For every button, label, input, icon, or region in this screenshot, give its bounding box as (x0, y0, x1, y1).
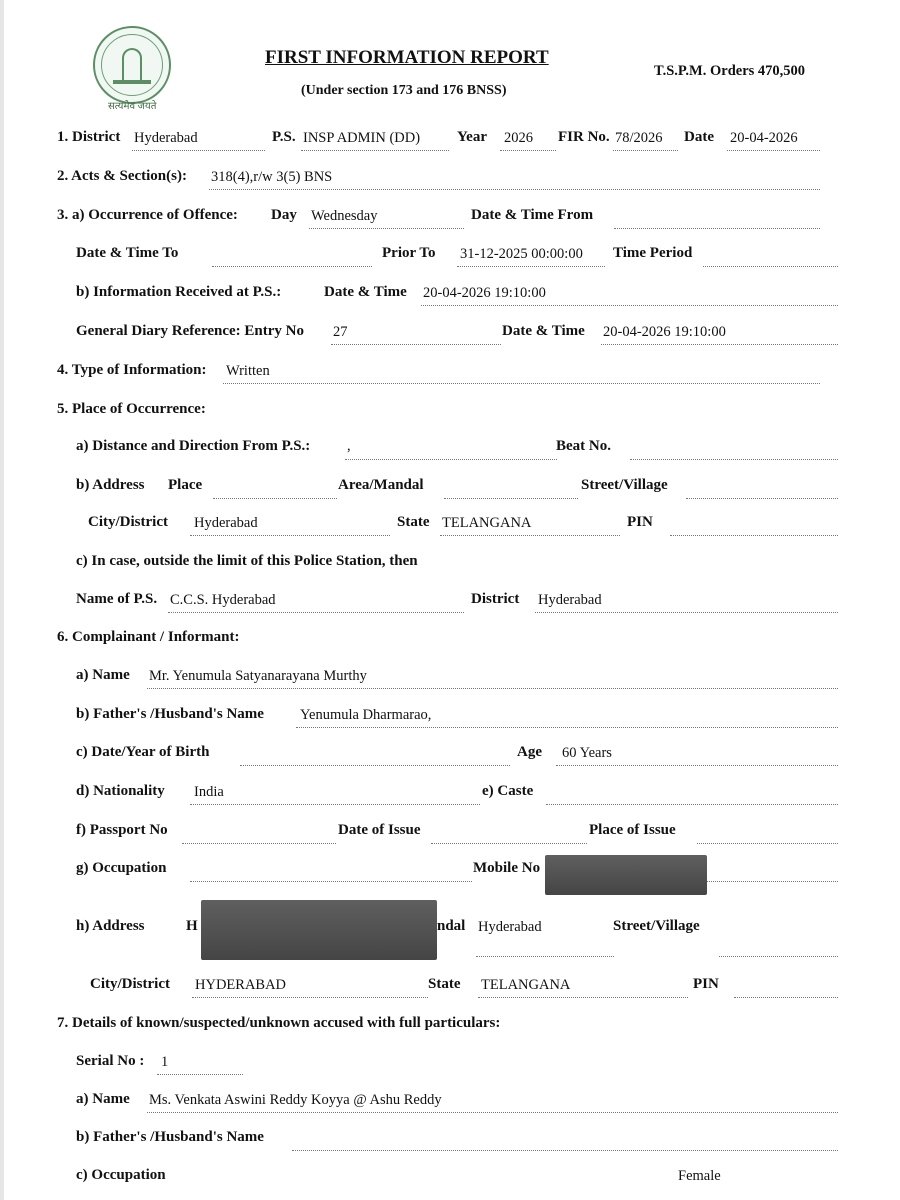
outside-limit-label: c) In case, outside the limit of this Police Station, then (76, 553, 418, 569)
report-title: FIRST INFORMATION REPORT (265, 47, 549, 68)
ps-name-label: Name of P.S. (76, 591, 158, 607)
complainant-label: 6. Complainant / Informant: (57, 629, 240, 645)
district-value: Hyderabad (134, 130, 198, 146)
occurrence-label: 3. a) Occurrence of Offence: (57, 207, 238, 223)
mandal-label: ndal (437, 918, 466, 934)
info-type-label: 4. Type of Information: (57, 362, 207, 378)
dob-label: c) Date/Year of Birth (76, 744, 210, 760)
info-type-line (223, 383, 820, 384)
dt-from-line (614, 228, 820, 229)
gd-dt-label: Date & Time (502, 323, 585, 339)
complainant-city-line (192, 997, 428, 998)
place-issue-label: Place of Issue (589, 822, 676, 838)
info-dt-value: 20-04-2026 19:10:00 (423, 285, 546, 301)
redacted-address (201, 900, 437, 960)
beat-line (630, 459, 838, 460)
district-label: 1. District (57, 129, 121, 145)
serial-value: 1 (161, 1054, 169, 1070)
prior-label: Prior To (382, 245, 436, 261)
date-label: Date (684, 129, 714, 145)
year-label: Year (457, 129, 487, 145)
mandal-line (476, 956, 614, 957)
complainant-pin-line (734, 997, 838, 998)
day-line (309, 228, 464, 229)
district-line (132, 150, 265, 151)
date-value: 20-04-2026 (730, 130, 798, 146)
accused-gender-value: Female (678, 1168, 721, 1184)
period-label: Time Period (613, 245, 693, 261)
complainant-father-value: Yenumula Dharmarao, (300, 707, 432, 723)
ps-name-value: C.C.S. Hyderabad (170, 592, 276, 608)
nationality-line (190, 804, 480, 805)
complainant-name-label: a) Name (76, 667, 130, 683)
passport-line (182, 843, 336, 844)
complainant-city-label: City/District (90, 976, 170, 992)
ps-line (301, 150, 449, 151)
complainant-city-value: HYDERABAD (195, 977, 287, 993)
ps-value: INSP ADMIN (DD) (303, 130, 421, 146)
ps-district-line (535, 612, 838, 613)
prior-line (457, 266, 605, 267)
report-subtitle: (Under section 173 and 176 BNSS) (301, 83, 507, 98)
government-emblem-icon (93, 26, 171, 104)
city-label: City/District (88, 514, 168, 530)
address-prefix: H (186, 918, 198, 934)
info-dt-label: Date & Time (324, 284, 407, 300)
nationality-label: d) Nationality (76, 783, 165, 799)
info-received-label: b) Information Received at P.S.: (76, 284, 282, 300)
day-label: Day (271, 207, 297, 223)
mandal-value: Hyderabad (478, 919, 542, 935)
address-label: b) Address (76, 477, 145, 493)
gd-dt-line (601, 344, 838, 345)
occupation-label: g) Occupation (76, 860, 167, 876)
dt-from-label: Date & Time From (471, 207, 594, 223)
age-value: 60 Years (562, 745, 612, 761)
nationality-value: India (194, 784, 224, 800)
place-label: Place (168, 477, 203, 493)
age-label: Age (517, 744, 542, 760)
place-occurrence-label: 5. Place of Occurrence: (57, 401, 206, 417)
mobile-label: Mobile No (473, 860, 541, 876)
pin-line (670, 535, 838, 536)
complainant-state-label: State (428, 976, 461, 992)
dob-line (240, 765, 510, 766)
page-edge (0, 0, 4, 1200)
period-line (703, 266, 838, 267)
complainant-pin-label: PIN (693, 976, 719, 992)
pin-label: PIN (627, 514, 653, 530)
fir-value: 78/2026 (615, 130, 663, 146)
occupation-line (190, 881, 472, 882)
complainant-father-label: b) Father's /Husband's Name (76, 706, 264, 722)
issue-date-line (431, 843, 587, 844)
city-value: Hyderabad (194, 515, 258, 531)
complainant-name-value: Mr. Yenumula Satyanarayana Murthy (149, 668, 367, 684)
age-line (556, 765, 838, 766)
accused-name-line (147, 1112, 838, 1113)
day-value: Wednesday (311, 208, 378, 224)
serial-label: Serial No : (76, 1053, 145, 1069)
ps-district-value: Hyderabad (538, 592, 602, 608)
accused-label: 7. Details of known/suspected/unknown accused with full particulars: (57, 1015, 501, 1031)
complainant-name-line (147, 688, 838, 689)
acts-value: 318(4),r/w 3(5) BNS (211, 169, 333, 185)
complainant-street-label: Street/Village (613, 918, 700, 934)
mobile-line (706, 881, 838, 882)
beat-label: Beat No. (556, 438, 611, 454)
distance-value: , (347, 438, 351, 454)
gd-dt-value: 20-04-2026 19:10:00 (603, 324, 726, 340)
gd-entry-value: 27 (333, 324, 348, 340)
caste-line (546, 804, 838, 805)
dt-to-line (212, 266, 372, 267)
acts-line (209, 189, 820, 190)
ps-name-line (168, 612, 464, 613)
state-label: State (397, 514, 430, 530)
complainant-street-line (719, 956, 838, 957)
dt-to-label: Date & Time To (76, 245, 179, 261)
acts-label: 2. Acts & Section(s): (57, 168, 187, 184)
street-label: Street/Village (581, 477, 668, 493)
accused-father-line (292, 1150, 838, 1151)
accused-name-value: Ms. Venkata Aswini Reddy Koyya @ Ashu Reddy (149, 1092, 442, 1108)
caste-label: e) Caste (482, 783, 534, 799)
emblem-motto: सत्यमेव जयते (108, 101, 157, 112)
accused-occupation-label: c) Occupation (76, 1167, 166, 1183)
gd-entry-line (331, 344, 501, 345)
place-line (213, 498, 337, 499)
gd-label: General Diary Reference: Entry No (76, 323, 304, 339)
complainant-state-value: TELANGANA (481, 977, 571, 993)
accused-name-label: a) Name (76, 1091, 130, 1107)
state-value: TELANGANA (442, 515, 532, 531)
state-line (440, 535, 620, 536)
info-dt-line (421, 305, 838, 306)
area-line (444, 498, 578, 499)
complainant-state-line (478, 997, 688, 998)
issue-date-label: Date of Issue (338, 822, 421, 838)
distance-line (345, 459, 557, 460)
serial-line (157, 1074, 243, 1075)
passport-label: f) Passport No (76, 822, 168, 838)
redacted-mobile (545, 855, 707, 895)
info-type-value: Written (226, 363, 270, 379)
area-label: Area/Mandal (338, 477, 424, 493)
street-line (686, 498, 838, 499)
place-issue-line (697, 843, 838, 844)
accused-father-label: b) Father's /Husband's Name (76, 1129, 264, 1145)
year-line (500, 150, 556, 151)
complainant-father-line (296, 727, 838, 728)
prior-value: 31-12-2025 00:00:00 (460, 246, 583, 262)
orders-reference: T.S.P.M. Orders 470,500 (654, 63, 806, 79)
year-value: 2026 (504, 130, 533, 146)
ps-label: P.S. (272, 129, 296, 145)
fir-label: FIR No. (558, 129, 610, 145)
date-line (727, 150, 820, 151)
complainant-address-label: h) Address (76, 918, 145, 934)
city-line (190, 535, 390, 536)
fir-line (613, 150, 678, 151)
ps-district-label: District (471, 591, 520, 607)
distance-label: a) Distance and Direction From P.S.: (76, 438, 311, 454)
